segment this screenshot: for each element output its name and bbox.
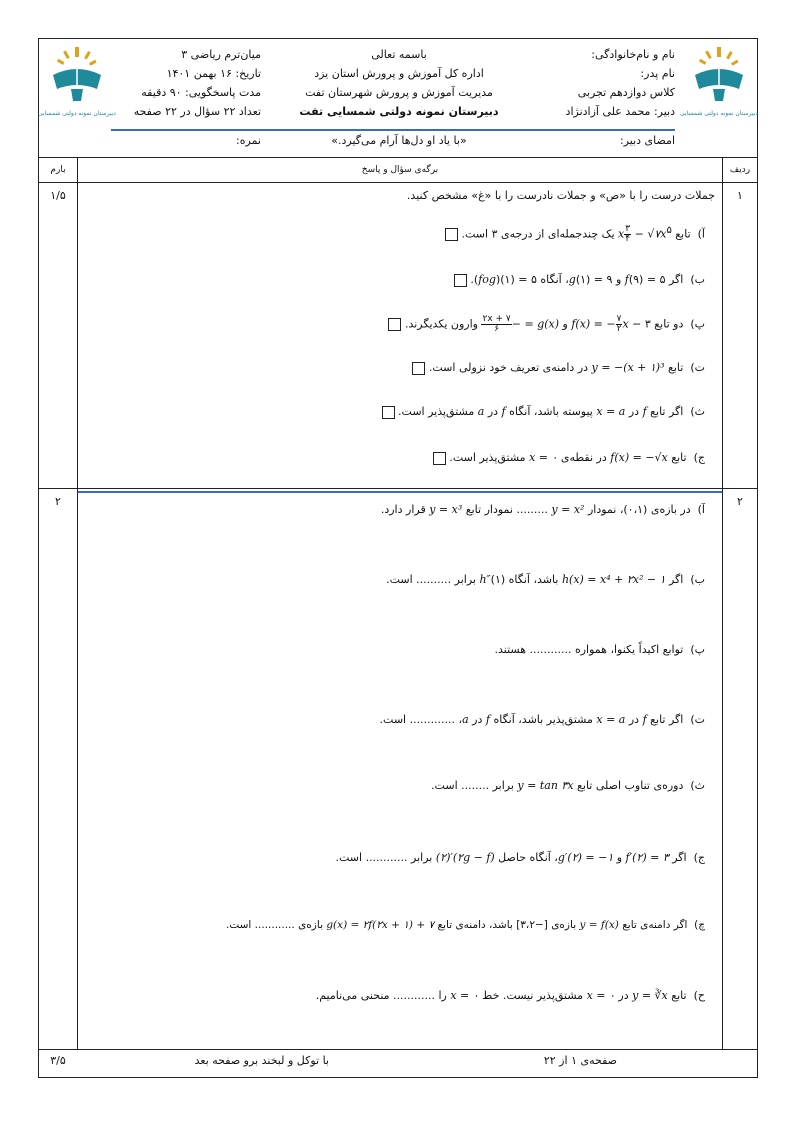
answer-checkbox[interactable]	[382, 406, 395, 419]
divider	[77, 158, 78, 1049]
q1-item-f: ج) تابع f(x) = −√x در نقطه‌ی x = ۰ مشتق‌پذیر است.	[105, 451, 705, 465]
school-name: دبیرستان نمونه دولتی شمسایی تفت	[299, 105, 499, 118]
accent-line	[78, 491, 722, 493]
question-number: ۲	[737, 495, 743, 508]
exam-duration: مدت پاسخگویی: ۹۰ دقیقه	[141, 86, 261, 99]
book-logo-icon	[38, 45, 116, 119]
school-logo-right	[680, 45, 758, 119]
name-field: نام و نام‌خانوادگی:	[591, 48, 675, 61]
exam-sheet	[38, 38, 758, 1078]
answer-checkbox[interactable]	[454, 274, 467, 287]
q1-item-d: ت) تابع y = −(x + ۱)³ در دامنه‌ی تعریف خود نزولی است.	[105, 361, 705, 375]
svg-text:دبیرستان نمونه دولتی شمسایی: دبیرستان نمونه دولتی شمسایی	[680, 110, 758, 117]
question-number: ۱	[737, 189, 743, 202]
teacher-label: دبیر: محمد علی آزادنژاد	[565, 105, 675, 118]
q2-item-h: ح) تابع y = ∛x در x = ۰ مشتق‌پذیر نیست. خط x = ۰ را ............ منحنی می‌نامیم.	[315, 989, 705, 1002]
q1-instruction: جملات درست را با «ص» و جملات نادرست را با «غ» مشخص کنید.	[406, 189, 715, 202]
divider	[722, 158, 723, 1049]
footer-note: با توکل و لبخند برو صفحه بعد	[194, 1054, 329, 1067]
exam-date: تاریخ: ۱۶ بهمن ۱۴۰۱	[166, 67, 261, 80]
book-logo-icon	[680, 45, 758, 119]
body-column-header: برگه‌ی سؤال و پاسخ	[361, 165, 439, 175]
page-number: صفحه‌ی ۱ از ۲۲	[543, 1054, 617, 1067]
divider	[39, 1049, 757, 1050]
score-column-header: بارم	[50, 165, 66, 175]
divider	[39, 488, 757, 489]
q1-item-b: ب) اگر ۵ = f(۹) و ۹ = g(۱)، آنگاه ۵ = (۱)(fog).	[105, 273, 705, 287]
q2-item-a: آ) در بازه‌ی (۰،۱)، نمودار y = x² ......... نمودار تابع y = x³ قرار دارد.	[380, 503, 705, 516]
bismillah: باسمه تعالی	[371, 48, 427, 61]
q1-item-a: آ) تابع x $\frac{۳}{۴}$ − $√۷x^۵$ یک چندجمله‌ای از درجه‌ی ۳ است.	[105, 225, 705, 244]
q1-item-e: ث) اگر تابع f در x = a پیوسته باشد، آنگاه f در a مشتق‌پذیر است.	[105, 405, 705, 419]
q2-item-g: چ) اگر دامنه‌ی تابع y = f(x) بازه‌ی [−۳،۲] باشد، دامنه‌ی تابع g(x) = ۲f(۲x + ۱) + ۷ بازه‌ی ............ است.	[225, 919, 705, 931]
question-score: ۱/۵	[50, 189, 66, 202]
class-label: کلاس دوازدهم تجربی	[577, 86, 675, 99]
exam-title: میان‌ترم ریاضی ۳	[181, 48, 261, 61]
q2-item-f: ج) اگر f′(۲) = ۳ و g′(۲) = −۱، آنگاه حاصل (۲g − f)′(۲) برابر ............ است.	[335, 851, 705, 864]
teacher-sign: امضای دبیر:	[620, 134, 675, 147]
answer-checkbox[interactable]	[445, 228, 458, 241]
office-label: اداره کل آموزش و پرورش استان یزد	[314, 67, 484, 80]
svg-text:دبیرستان نمونه دولتی شمسایی: دبیرستان نمونه دولتی شمسایی	[38, 110, 116, 117]
answer-checkbox[interactable]	[412, 362, 425, 375]
answer-checkbox[interactable]	[433, 452, 446, 465]
q2-item-e: ث) دوره‌ی تناوب اصلی تابع y = tan ۳x برابر ........ است.	[431, 779, 705, 792]
directorate-label: مدیریت آموزش و پرورش شهرستان تفت	[305, 86, 493, 99]
divider	[39, 182, 757, 183]
father-field: نام پدر:	[640, 67, 675, 80]
question-score: ۲	[55, 495, 61, 508]
score-field: نمره:	[236, 134, 261, 147]
q2-item-d: ت) اگر تابع f در x = a مشتق‌پذیر باشد، آنگاه f در a، ............. است.	[379, 713, 705, 726]
school-logo-left	[38, 45, 116, 119]
accent-line	[111, 129, 675, 131]
q2-item-b: ب) اگر h(x) = x⁴ + ۲x² − ۱ باشد، آنگاه h″(۱) برابر .......... است.	[386, 573, 705, 586]
q1-item-c: پ) دو تابع f(x) = − $\frac{۷}{۲}$ x − ۳ و g(x) = − $\frac{۲x + ۷}{۶}$ وارون یکدیگرند.	[105, 315, 705, 334]
exam-count: تعداد ۲۲ سؤال در ۲۲ صفحه	[133, 105, 261, 118]
answer-checkbox[interactable]	[388, 318, 401, 331]
motto: «با یاد او دل‌ها آرام می‌گیرد.»	[331, 134, 467, 147]
q2-item-c: پ) توابع اکیداً یکنوا، همواره ............ هستند.	[494, 643, 705, 656]
total-score: ۳/۵	[50, 1054, 66, 1067]
row-column-header: ردیف	[729, 165, 751, 175]
